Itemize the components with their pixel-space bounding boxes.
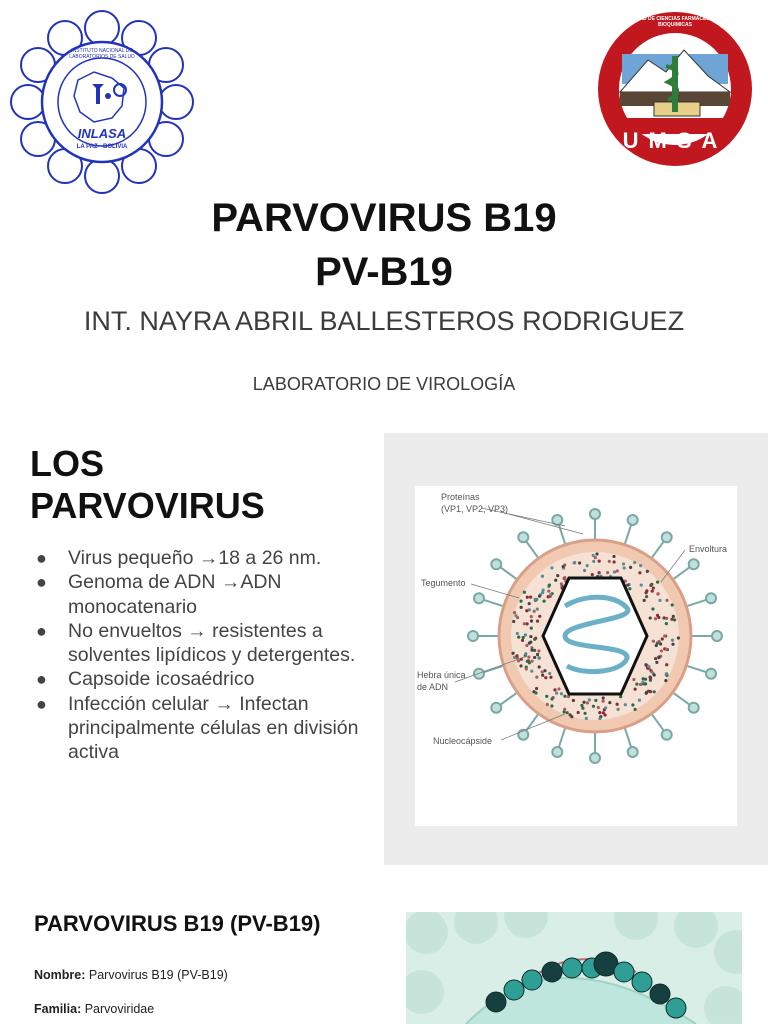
bullet-item [30, 619, 365, 668]
inlasa-logo [8, 8, 196, 196]
bullet-item [30, 667, 365, 691]
inlasa-name: INLASA [77, 126, 127, 141]
inlasa-place: LA PAZ - BOLIVIA [76, 144, 128, 150]
bullet-text: No envueltos → resistentes a solventes lipídicos y detergentes. [68, 619, 356, 667]
diagram-label-proteinas: Proteínas [441, 492, 480, 502]
diagram-label-envoltura: Envoltura [689, 544, 728, 554]
info-familia-label: Familia: [34, 1002, 82, 1016]
diagram-label-adn: de ADN [417, 682, 449, 692]
section2-title: PARVOVIRUS B19 (PV-B19) [34, 911, 321, 936]
bullet-dot-icon: ● [36, 669, 47, 690]
info-familia-value: Parvoviridae [81, 1002, 155, 1016]
bullet-text: Capsoide icosaédrico [68, 668, 255, 691]
diagram-label-nucleocapside: Nucleocápside [433, 736, 493, 746]
bullet-dot-icon: ● [36, 693, 47, 714]
main-title: PARVOVIRUS B19 [211, 196, 557, 240]
umsa-letters: UMSA [622, 128, 728, 153]
bullet-dot-icon: ● [36, 620, 47, 641]
umsa-ring-text: FACULTAD DE CIENCIAS FARMACEUTICAS Y BIOQUIMICAS [620, 16, 730, 28]
diagram-label-hebra: Hebra única [417, 670, 466, 680]
info-nombre-label: Nombre: [34, 968, 86, 982]
bullet-text: Infección celular → Infectan principalmente células en división activa [68, 692, 359, 764]
inlasa-ring-text: INSTITUTO NACIONAL DE LABORATORIOS DE SALUD [69, 48, 135, 60]
bullet-text: Virus pequeño →18 a 26 nm. [68, 547, 322, 569]
bullet-list [30, 546, 365, 765]
author-name: INT. NAYRA ABRIL BALLESTEROS RODRIGUEZ [83, 306, 685, 336]
info-familia [34, 1002, 154, 1016]
section-heading-line2: PARVOVIRUS [30, 485, 265, 526]
bullet-item [30, 570, 365, 619]
bullet-dot-icon: ● [36, 572, 47, 593]
bullet-item [30, 546, 365, 570]
umsa-faculty-logo [596, 10, 754, 168]
virus-illustration [406, 912, 742, 1024]
diagram-label-tegumento: Tegumento [421, 578, 466, 588]
bullet-dot-icon: ● [36, 548, 47, 568]
bullet-item [30, 692, 365, 765]
info-nombre-value: Parvovirus B19 (PV-B19) [85, 968, 228, 982]
main-subtitle: PV-B19 [315, 250, 453, 294]
section-heading-parvovirus [30, 443, 360, 527]
bullet-text: Genoma de ADN →ADN monocatenario [68, 571, 282, 618]
diagram-label-proteinas-vp: (VP1, VP2, VP3) [441, 504, 509, 514]
section-heading-line1: LOS [30, 443, 105, 484]
info-nombre [34, 968, 228, 982]
virus-structure-diagram [415, 486, 737, 826]
lab-name: LABORATORIO DE VIROLOGÍA [252, 374, 516, 394]
